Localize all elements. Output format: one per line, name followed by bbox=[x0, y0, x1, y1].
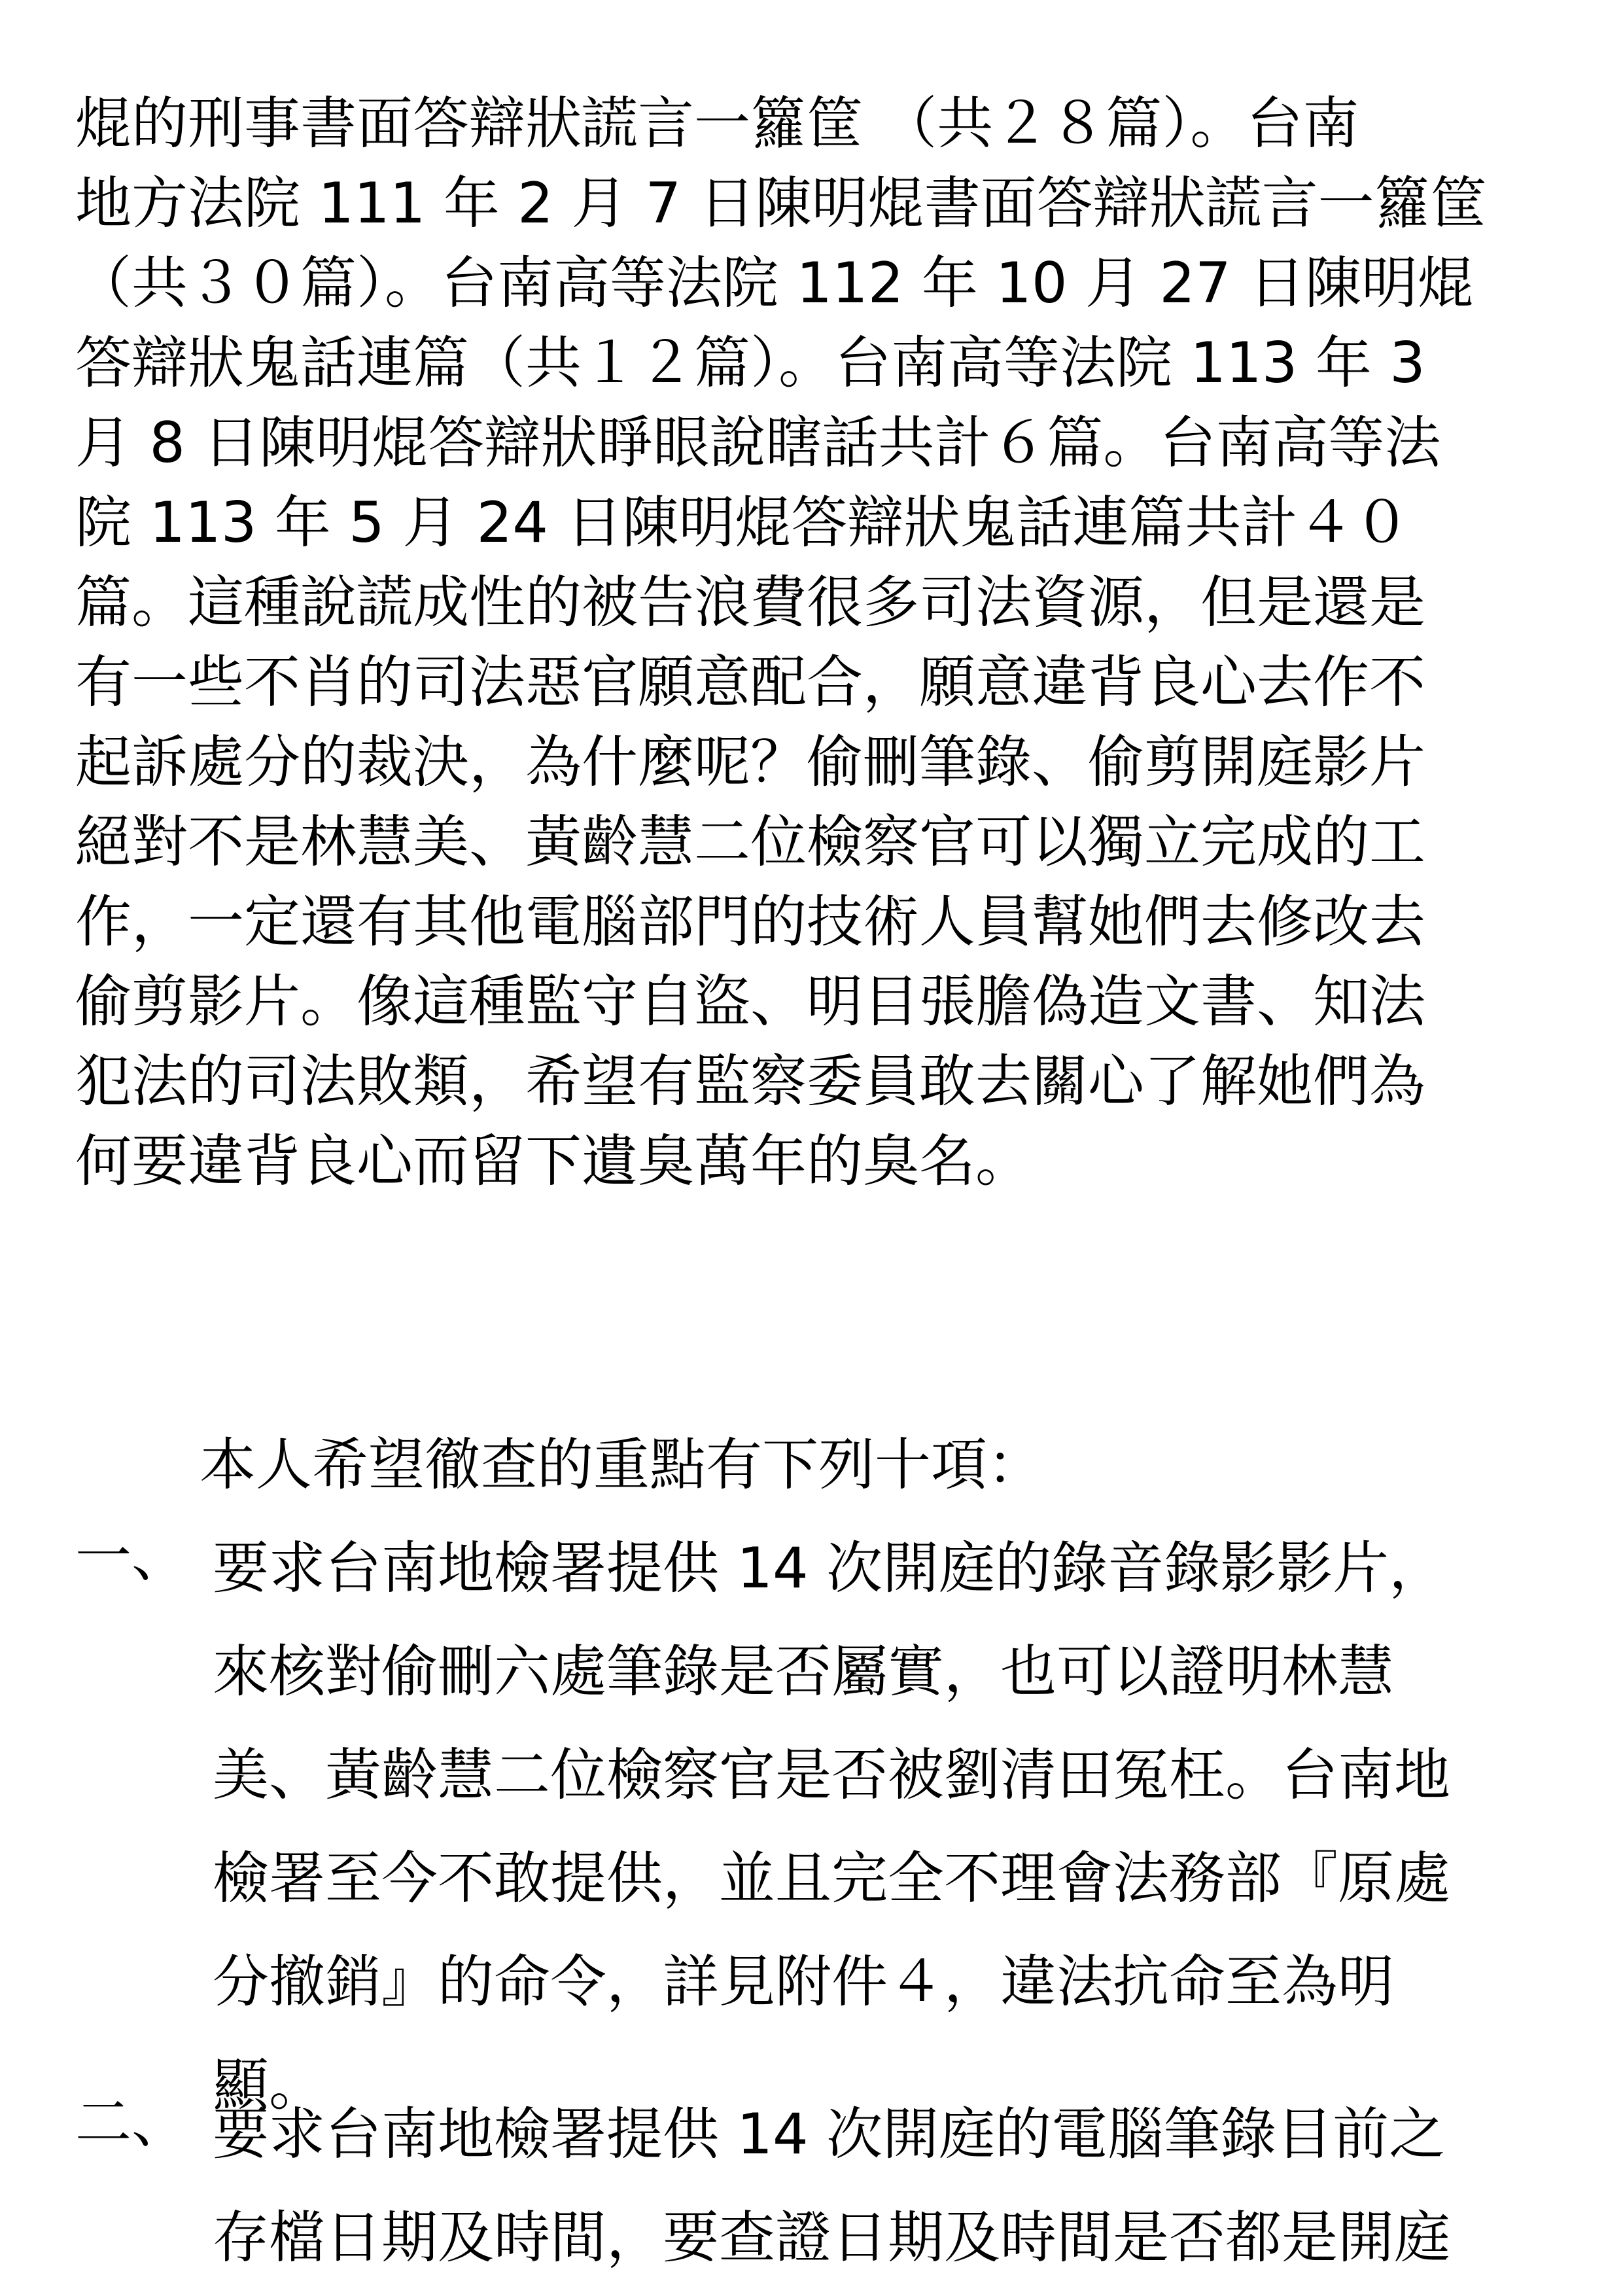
list-item-text bbox=[213, 2083, 1450, 2289]
list-item-line: 分撤銷』的命令，詳見附件４，違法抗命至為明 bbox=[213, 1949, 1394, 2015]
paragraph-line: 何要違背良心而留下遺臭萬年的臭名。 bbox=[75, 1129, 1032, 1194]
paragraph-line: 起訴處分的裁決，為什麼呢？偷刪筆錄、偷剪開庭影片 bbox=[75, 730, 1425, 795]
paragraph-line: 有一些不肖的司法惡官願意配合，願意違背良心去作不 bbox=[75, 650, 1425, 715]
list-item-line: 顯。 bbox=[213, 2053, 325, 2118]
paragraph-line: 犯法的司法敗類，希望有監察委員敢去關心了解她們為 bbox=[75, 1049, 1425, 1114]
paragraph-line: 絕對不是林慧美、黃齡慧二位檢察官可以獨立完成的工 bbox=[75, 809, 1425, 875]
list-item-number: 二、 bbox=[75, 2090, 188, 2155]
list-item-line: 來核對偷刪六處筆錄是否屬實，也可以證明林慧 bbox=[213, 1639, 1394, 1704]
body-paragraph bbox=[75, 84, 1554, 1201]
paragraph-line: 偷剪影片。像這種監守自盜、明目張膽偽造文書、知法 bbox=[75, 969, 1425, 1034]
paragraph-line: 答辯狀鬼話連篇（共１２篇）。台南高等法院 113 年 3 bbox=[75, 330, 1425, 396]
list-item-line: 存檔日期及時間，要查證日期及時間是否都是開庭 bbox=[213, 2205, 1450, 2270]
list-item-line: 要求台南地檢署提供 14 次開庭的電腦筆錄目前之 bbox=[213, 2102, 1446, 2167]
list-item-line: 要求台南地檢署提供 14 次開庭的錄音錄影影片， bbox=[213, 1536, 1446, 1601]
paragraph-line: 院 113 年 5 月 24 日陳明焜答辯狀鬼話連篇共計４０ bbox=[75, 490, 1410, 556]
paragraph-line: 月 8 日陳明焜答辯狀睜眼說瞎話共計６篇。台南高等法 bbox=[75, 410, 1441, 476]
list-item-number: 一、 bbox=[75, 1524, 188, 1589]
paragraph-line: 作，一定還有其他電腦部門的技術人員幫她們去修改去 bbox=[75, 889, 1425, 955]
paragraph-line: 地方法院 111 年 2 月 7 日陳明焜書面答辯狀謊言一籮筐 bbox=[75, 171, 1487, 236]
paragraph-line: 篇。這種說謊成性的被告浪費很多司法資源，但是還是 bbox=[75, 570, 1425, 635]
list-item-line: 檢署至今不敢提供，並且完全不理會法務部『原處 bbox=[213, 1846, 1450, 1911]
paragraph-line: 焜的刑事書面答辯狀謊言一籮筐 （共２８篇）。台南 bbox=[75, 91, 1359, 156]
list-intro: 本人希望徹查的重點有下列十項： bbox=[200, 1432, 1043, 1498]
list-item-line: 美、黃齡慧二位檢察官是否被劉清田冤枉。台南地 bbox=[213, 1742, 1450, 1808]
list-item-text bbox=[213, 1517, 1450, 2137]
paragraph-line: （共３０篇）。台南高等法院 112 年 10 月 27 日陳明焜 bbox=[75, 251, 1475, 316]
